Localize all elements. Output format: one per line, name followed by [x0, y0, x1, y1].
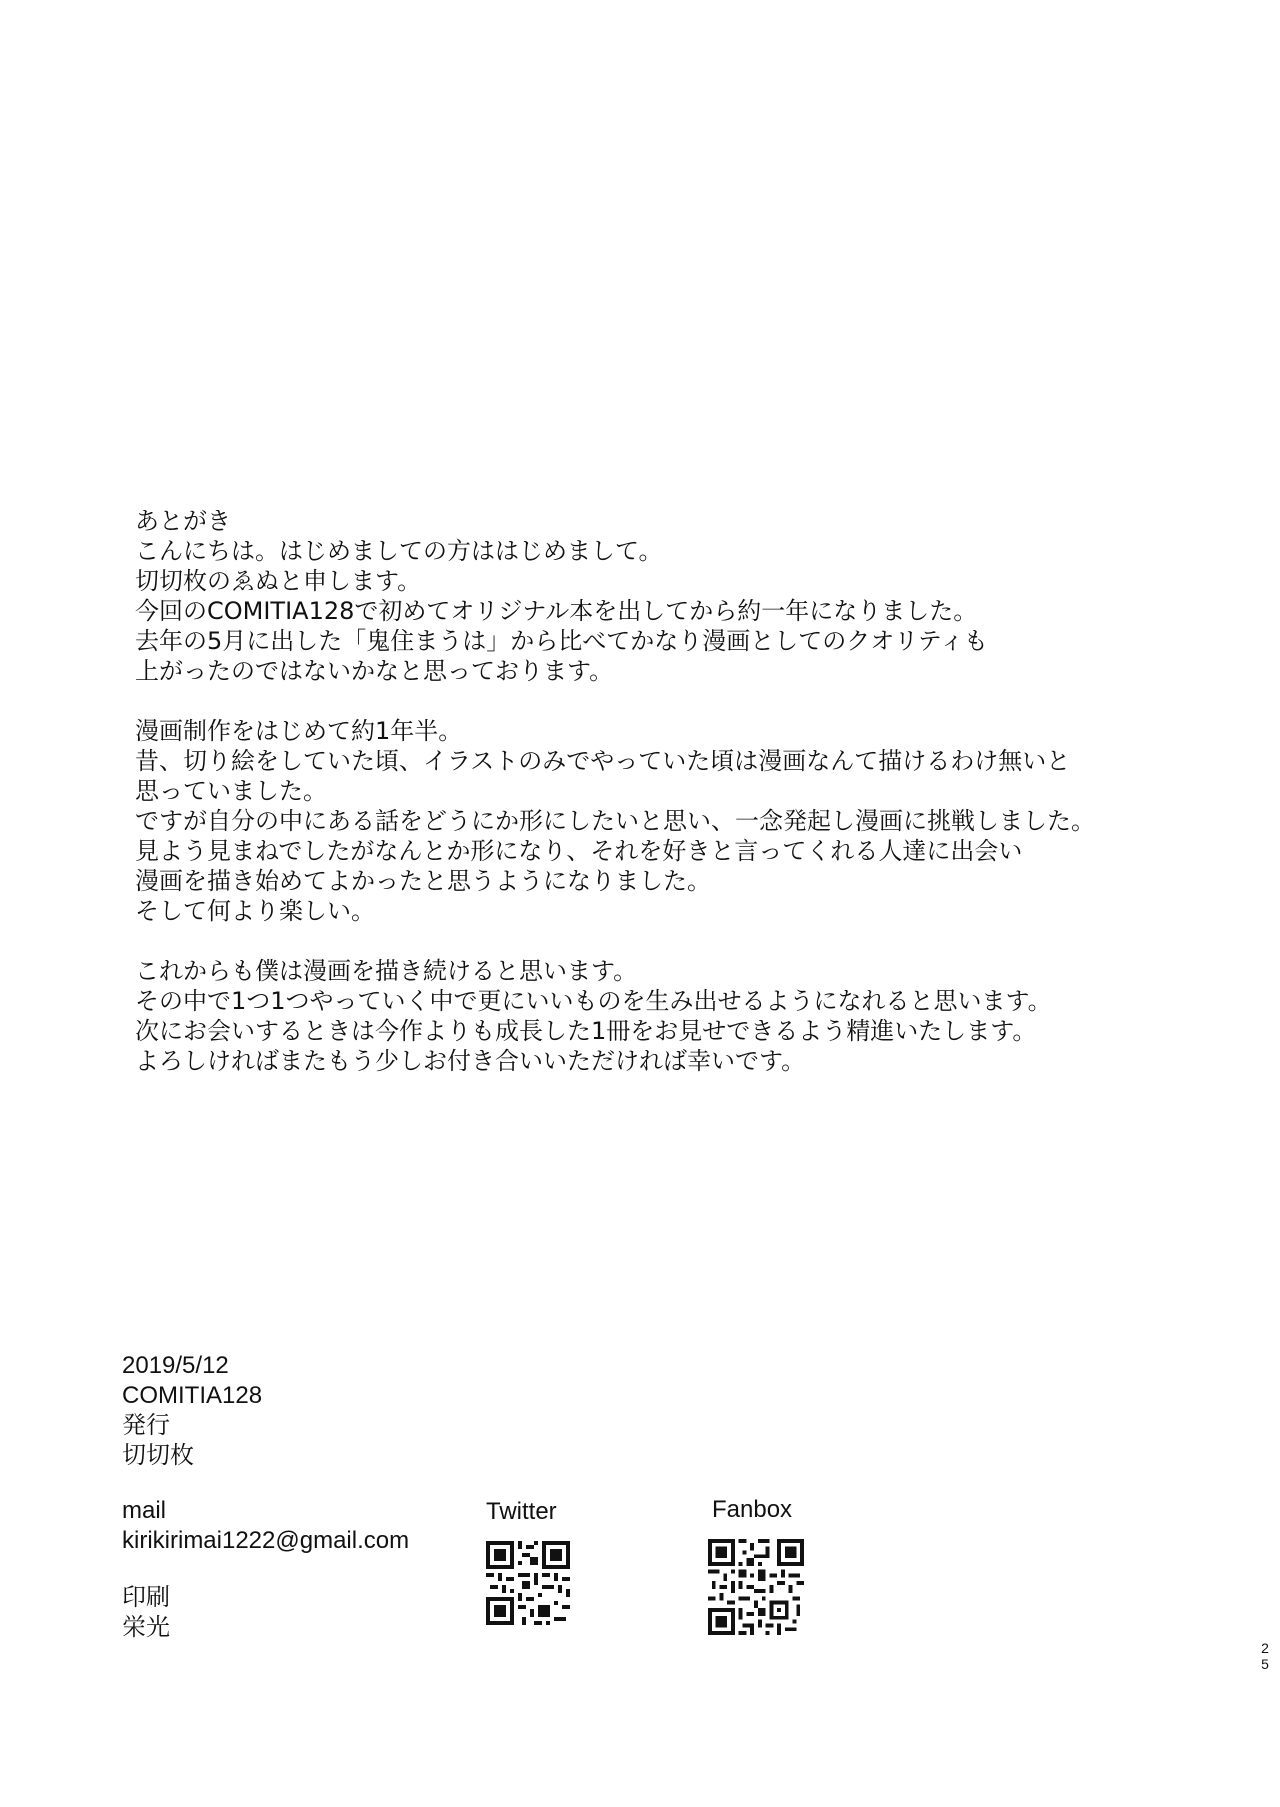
afterword-line: その中で1つ1つやっていく中で更にいいものを生み出せるようになれると思います。 — [135, 987, 1052, 1015]
afterword-line: 上がったのではないかなと思っております。 — [135, 657, 614, 685]
afterword — [135, 506, 1195, 1106]
mail-label: mail — [122, 1497, 167, 1524]
twitter-qr-block — [486, 1497, 570, 1629]
afterword-paragraph-2 — [135, 716, 1195, 926]
printer-name: 栄光 — [122, 1614, 170, 1641]
print-info — [122, 1583, 170, 1643]
fanbox-qr-code-icon — [708, 1539, 804, 1635]
afterword-line: そして何より楽しい。 — [135, 897, 375, 925]
publisher-label: 発行 — [122, 1412, 170, 1439]
publisher-name: 切切枚 — [122, 1442, 194, 1469]
afterword-paragraph-3 — [135, 956, 1195, 1076]
afterword-line: ですが自分の中にある話をどうにか形にしたいと思い、一念発起し漫画に挑戦しました。 — [135, 807, 1095, 835]
twitter-label: Twitter — [486, 1498, 557, 1525]
afterword-line: 切切枚のゑぬと申します。 — [135, 567, 422, 595]
event-name: COMITIA128 — [122, 1382, 263, 1409]
fanbox-label: Fanbox — [712, 1496, 793, 1523]
contact — [122, 1496, 409, 1556]
afterword-title: あとがき — [135, 507, 231, 535]
afterword-line: こんにちは。はじめましての方ははじめまして。 — [135, 537, 663, 565]
print-label: 印刷 — [122, 1584, 170, 1611]
page-number: 25 — [1261, 1640, 1269, 1672]
mail-address: kirikirimai1222@gmail.com — [122, 1527, 410, 1554]
afterword-line: これからも僕は漫画を描き続けると思います。 — [135, 957, 638, 985]
afterword-line: 見よう見まねでしたがなんとか形になり、それを好きと言ってくれる人達に出会い — [135, 837, 1023, 865]
afterword-line: 今回のCOMITIA128で初めてオリジナル本を出してから約一年になりました。 — [135, 597, 978, 625]
afterword-line: 昔、切り絵をしていた頃、イラストのみでやっていた頃は漫画なんて描けるわけ無いと — [135, 747, 1071, 775]
afterword-line: 思っていました。 — [135, 777, 327, 805]
afterword-line: 漫画制作をはじめて約1年半。 — [135, 717, 463, 745]
afterword-line: 次にお会いするときは今作よりも成長した1冊をお見せできるよう精進いたします。 — [135, 1017, 1037, 1045]
afterword-paragraph-1 — [135, 506, 1195, 686]
afterword-line: よろしければまたもう少しお付き合いいただければ幸いです。 — [135, 1047, 806, 1075]
colophon — [122, 1351, 262, 1471]
afterword-line: 漫画を描き始めてよかったと思うようになりました。 — [135, 867, 711, 895]
publication-date: 2019/5/12 — [122, 1352, 229, 1379]
afterword-line: 去年の5月に出した「鬼住まうは」から比べてかなり漫画としてのクオリティも — [135, 627, 988, 655]
twitter-qr-code-icon — [486, 1541, 570, 1625]
fanbox-qr-block — [708, 1495, 804, 1639]
